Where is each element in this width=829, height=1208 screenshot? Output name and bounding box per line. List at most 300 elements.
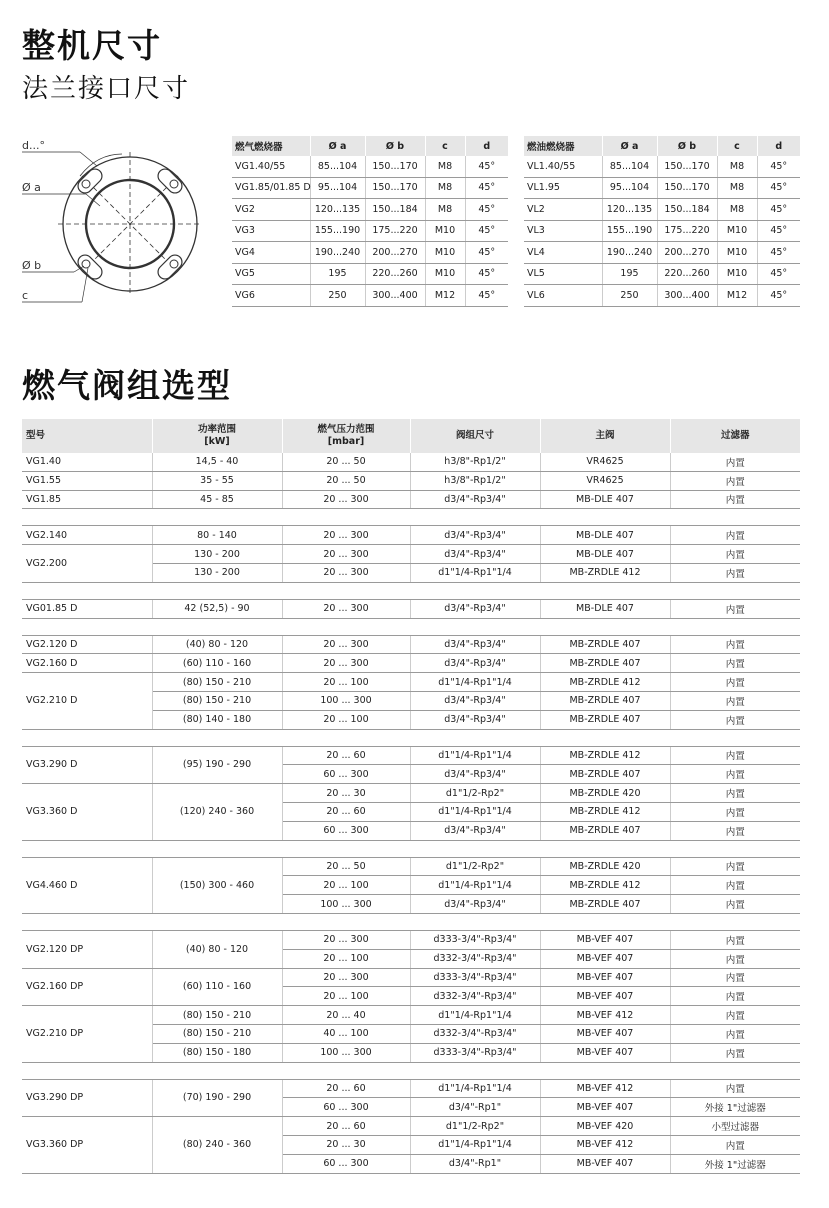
separator-cell bbox=[22, 618, 800, 635]
filter-cell: 内置 bbox=[670, 599, 800, 618]
table-cell: M8 bbox=[425, 156, 465, 177]
valve-size-cell: d1"1/2-Rp2" bbox=[410, 1117, 540, 1136]
table-cell: 45° bbox=[465, 285, 508, 307]
diagram-label-d: d...° bbox=[22, 139, 45, 152]
filter-cell: 内置 bbox=[670, 821, 800, 840]
table-cell: M8 bbox=[717, 177, 757, 199]
filter-cell: 外接 1"过滤器 bbox=[670, 1098, 800, 1117]
table-row bbox=[22, 857, 800, 876]
power-cell: 130 - 200 bbox=[152, 563, 282, 582]
table-cell: 95...104 bbox=[310, 177, 365, 199]
valve-size-cell: d1"1/4-Rp1"1/4 bbox=[410, 876, 540, 895]
table-cell: 85...104 bbox=[310, 156, 365, 177]
filter-cell: 内置 bbox=[670, 1006, 800, 1025]
model-cell: VG2.120 DP bbox=[22, 930, 152, 968]
pressure-cell: 20 ... 30 bbox=[282, 1135, 410, 1154]
table-row bbox=[232, 156, 508, 177]
filter-cell: 内置 bbox=[670, 1024, 800, 1043]
table-cell: M10 bbox=[425, 220, 465, 242]
table-row bbox=[22, 471, 800, 490]
valve-size-cell: d1"1/4-Rp1"1/4 bbox=[410, 1006, 540, 1025]
valve-size-cell: d332-3/4"-Rp3/4" bbox=[410, 949, 540, 968]
table-cell: VG4 bbox=[232, 242, 310, 264]
main-valve-cell: MB-VEF 420 bbox=[540, 1117, 670, 1136]
col-header: Ø b bbox=[657, 136, 717, 156]
valve-size-cell: d3/4"-Rp3/4" bbox=[410, 545, 540, 564]
main-valve-cell: MB-VEF 407 bbox=[540, 930, 670, 949]
filter-cell: 内置 bbox=[670, 784, 800, 803]
pressure-cell: 20 ... 100 bbox=[282, 876, 410, 895]
pressure-cell: 100 ... 300 bbox=[282, 895, 410, 914]
pressure-cell: 20 ... 300 bbox=[282, 599, 410, 618]
model-cell: VG01.85 D bbox=[22, 599, 152, 618]
valve-size-cell: d1"1/4-Rp1"1/4 bbox=[410, 1135, 540, 1154]
diagram-label-b: Ø b bbox=[22, 259, 42, 272]
table-cell: M12 bbox=[717, 285, 757, 307]
filter-cell: 内置 bbox=[670, 1079, 800, 1098]
table-row bbox=[524, 199, 800, 221]
main-valve-cell: MB-ZRDLE 407 bbox=[540, 821, 670, 840]
table-cell: VL3 bbox=[524, 220, 602, 242]
main-valve-cell: MB-ZRDLE 412 bbox=[540, 746, 670, 765]
main-valve-cell: MB-DLE 407 bbox=[540, 490, 670, 509]
table-cell: M8 bbox=[425, 199, 465, 221]
table-cell: 45° bbox=[465, 177, 508, 199]
table-cell: 150...170 bbox=[657, 177, 717, 199]
filter-cell: 外接 1"过滤器 bbox=[670, 1154, 800, 1173]
table-cell: M8 bbox=[717, 156, 757, 177]
separator-cell bbox=[22, 913, 800, 930]
valve-size-cell: d3/4"-Rp3/4" bbox=[410, 710, 540, 729]
model-cell: VG2.160 D bbox=[22, 654, 152, 673]
table-cell: 85...104 bbox=[602, 156, 657, 177]
power-cell: 35 - 55 bbox=[152, 471, 282, 490]
table-cell: 45° bbox=[465, 156, 508, 177]
pressure-cell: 20 ... 300 bbox=[282, 968, 410, 987]
main-valve-cell: MB-ZRDLE 407 bbox=[540, 654, 670, 673]
table-cell: VG1.85/01.85 D bbox=[232, 177, 310, 199]
col-header-model: 型号 bbox=[22, 419, 152, 453]
model-cell: VG1.40 bbox=[22, 453, 152, 471]
table-cell: 195 bbox=[310, 263, 365, 285]
filter-cell: 内置 bbox=[670, 526, 800, 545]
table-cell: 150...184 bbox=[365, 199, 425, 221]
table-row bbox=[232, 263, 508, 285]
model-cell: VG2.210 D bbox=[22, 673, 152, 729]
main-valve-cell: MB-ZRDLE 407 bbox=[540, 710, 670, 729]
valve-size-cell: h3/8"-Rp1/2" bbox=[410, 453, 540, 471]
filter-cell: 内置 bbox=[670, 968, 800, 987]
power-cell: 14,5 - 40 bbox=[152, 453, 282, 471]
table-cell: 95...104 bbox=[602, 177, 657, 199]
filter-cell: 内置 bbox=[670, 949, 800, 968]
power-cell: (80) 140 - 180 bbox=[152, 710, 282, 729]
group-separator bbox=[22, 618, 800, 635]
main-valve-cell: MB-ZRDLE 412 bbox=[540, 876, 670, 895]
model-cell: VG3.360 DP bbox=[22, 1117, 152, 1173]
power-cell: (80) 240 - 360 bbox=[152, 1117, 282, 1173]
table-row bbox=[524, 177, 800, 199]
main-valve-cell: VR4625 bbox=[540, 453, 670, 471]
valve-size-cell: d3/4"-Rp1" bbox=[410, 1098, 540, 1117]
valve-size-cell: d3/4"-Rp1" bbox=[410, 1154, 540, 1173]
model-cell: VG2.140 bbox=[22, 526, 152, 545]
table-cell: VG2 bbox=[232, 199, 310, 221]
separator-cell bbox=[22, 582, 800, 599]
filter-cell: 内置 bbox=[670, 471, 800, 490]
table-row bbox=[232, 285, 508, 307]
table-row bbox=[22, 784, 800, 803]
valve-size-cell: d3/4"-Rp3/4" bbox=[410, 635, 540, 654]
valve-size-cell: d1"1/4-Rp1"1/4 bbox=[410, 673, 540, 692]
pressure-cell: 20 ... 100 bbox=[282, 987, 410, 1006]
pressure-cell: 60 ... 300 bbox=[282, 1154, 410, 1173]
valve-size-cell: d3/4"-Rp3/4" bbox=[410, 526, 540, 545]
table-cell: 155...190 bbox=[602, 220, 657, 242]
group-separator bbox=[22, 840, 800, 857]
main-valve-cell: MB-VEF 407 bbox=[540, 987, 670, 1006]
table-row bbox=[22, 930, 800, 949]
power-cell: (80) 150 - 210 bbox=[152, 691, 282, 710]
col-header: d bbox=[465, 136, 508, 156]
model-cell: VG1.85 bbox=[22, 490, 152, 509]
filter-cell: 内置 bbox=[670, 1043, 800, 1062]
table-cell: VL1.40/55 bbox=[524, 156, 602, 177]
col-header: Ø a bbox=[310, 136, 365, 156]
model-cell: VG3.290 D bbox=[22, 746, 152, 784]
main-valve-cell: MB-ZRDLE 412 bbox=[540, 802, 670, 821]
table-cell: 220...260 bbox=[365, 263, 425, 285]
pressure-cell: 20 ... 60 bbox=[282, 746, 410, 765]
valve-size-cell: d1"1/4-Rp1"1/4 bbox=[410, 1079, 540, 1098]
table-cell: 45° bbox=[757, 263, 800, 285]
valve-size-cell: d1"1/4-Rp1"1/4 bbox=[410, 802, 540, 821]
flange-diagram bbox=[22, 136, 222, 306]
filter-cell: 内置 bbox=[670, 490, 800, 509]
model-cell: VG3.290 DP bbox=[22, 1079, 152, 1117]
col-header: c bbox=[425, 136, 465, 156]
col-header-main-valve: 主阀 bbox=[540, 419, 670, 453]
table-cell: 200...270 bbox=[365, 242, 425, 264]
table-cell: 150...170 bbox=[365, 156, 425, 177]
table-cell: 45° bbox=[757, 156, 800, 177]
group-separator bbox=[22, 509, 800, 526]
group-separator bbox=[22, 913, 800, 930]
power-cell: 130 - 200 bbox=[152, 545, 282, 564]
pressure-cell: 20 ... 300 bbox=[282, 654, 410, 673]
table-cell: 150...170 bbox=[657, 156, 717, 177]
pressure-cell: 20 ... 50 bbox=[282, 471, 410, 490]
filter-cell: 内置 bbox=[670, 453, 800, 471]
filter-cell: 内置 bbox=[670, 563, 800, 582]
col-header-pressure: 燃气压力范围 [mbar] bbox=[282, 419, 410, 453]
pressure-cell: 40 ... 100 bbox=[282, 1024, 410, 1043]
col-header: c bbox=[717, 136, 757, 156]
col-header: 燃油燃烧器 bbox=[524, 136, 602, 156]
model-cell: VG2.160 DP bbox=[22, 968, 152, 1006]
filter-cell: 内置 bbox=[670, 746, 800, 765]
main-valve-cell: MB-ZRDLE 420 bbox=[540, 857, 670, 876]
table-cell: 300...400 bbox=[365, 285, 425, 307]
pressure-cell: 60 ... 300 bbox=[282, 1098, 410, 1117]
table-row bbox=[524, 285, 800, 307]
table-row bbox=[22, 490, 800, 509]
main-valve-cell: MB-VEF 407 bbox=[540, 968, 670, 987]
main-valve-cell: MB-VEF 412 bbox=[540, 1079, 670, 1098]
col-header: Ø a bbox=[602, 136, 657, 156]
main-valve-cell: MB-VEF 407 bbox=[540, 1154, 670, 1173]
power-cell: (80) 150 - 180 bbox=[152, 1043, 282, 1062]
col-header: d bbox=[757, 136, 800, 156]
power-cell: (60) 110 - 160 bbox=[152, 968, 282, 1006]
filter-cell: 内置 bbox=[670, 654, 800, 673]
gas-valve-selection-table bbox=[22, 419, 800, 1174]
table-cell: VG5 bbox=[232, 263, 310, 285]
table-row bbox=[232, 177, 508, 199]
pressure-cell: 60 ... 300 bbox=[282, 821, 410, 840]
pressure-cell: 20 ... 300 bbox=[282, 490, 410, 509]
power-cell: (150) 300 - 460 bbox=[152, 857, 282, 913]
group-separator bbox=[22, 729, 800, 746]
filter-cell: 内置 bbox=[670, 930, 800, 949]
main-valve-cell: MB-ZRDLE 407 bbox=[540, 691, 670, 710]
power-cell: 80 - 140 bbox=[152, 526, 282, 545]
table-cell: 45° bbox=[465, 263, 508, 285]
pressure-cell: 20 ... 300 bbox=[282, 635, 410, 654]
pressure-cell: 100 ... 300 bbox=[282, 1043, 410, 1062]
table-row bbox=[22, 453, 800, 471]
main-valve-cell: MB-VEF 407 bbox=[540, 949, 670, 968]
table-header-row bbox=[232, 136, 508, 156]
filter-cell: 内置 bbox=[670, 691, 800, 710]
model-cell: VG3.360 D bbox=[22, 784, 152, 840]
filter-cell: 内置 bbox=[670, 987, 800, 1006]
valve-size-cell: d3/4"-Rp3/4" bbox=[410, 765, 540, 784]
table-cell: 45° bbox=[465, 220, 508, 242]
filter-cell: 内置 bbox=[670, 857, 800, 876]
valve-size-cell: d3/4"-Rp3/4" bbox=[410, 654, 540, 673]
main-valve-cell: MB-ZRDLE 407 bbox=[540, 635, 670, 654]
model-cell: VG4.460 D bbox=[22, 857, 152, 913]
table-row bbox=[232, 242, 508, 264]
table-cell: M8 bbox=[717, 199, 757, 221]
pressure-cell: 20 ... 60 bbox=[282, 1079, 410, 1098]
valve-size-cell: h3/8"-Rp1/2" bbox=[410, 471, 540, 490]
table-cell: 220...260 bbox=[657, 263, 717, 285]
table-row bbox=[22, 545, 800, 564]
power-cell: (120) 240 - 360 bbox=[152, 784, 282, 840]
filter-cell: 内置 bbox=[670, 876, 800, 895]
table-cell: M10 bbox=[425, 242, 465, 264]
pressure-cell: 20 ... 50 bbox=[282, 857, 410, 876]
main-valve-cell: MB-ZRDLE 407 bbox=[540, 765, 670, 784]
table-cell: M8 bbox=[425, 177, 465, 199]
table-cell: 190...240 bbox=[310, 242, 365, 264]
pressure-cell: 20 ... 300 bbox=[282, 930, 410, 949]
table-row bbox=[22, 526, 800, 545]
table-cell: 45° bbox=[757, 199, 800, 221]
table-cell: VG1.40/55 bbox=[232, 156, 310, 177]
table-cell: 45° bbox=[757, 220, 800, 242]
pressure-cell: 20 ... 100 bbox=[282, 673, 410, 692]
table-row bbox=[22, 746, 800, 765]
power-cell: (40) 80 - 120 bbox=[152, 930, 282, 968]
pressure-cell: 20 ... 100 bbox=[282, 949, 410, 968]
table-cell: 45° bbox=[465, 242, 508, 264]
main-valve-cell: MB-VEF 407 bbox=[540, 1098, 670, 1117]
valve-size-cell: d1"1/2-Rp2" bbox=[410, 857, 540, 876]
table-cell: 195 bbox=[602, 263, 657, 285]
col-header: Ø b bbox=[365, 136, 425, 156]
model-cell: VG2.210 DP bbox=[22, 1006, 152, 1062]
table-cell: 200...270 bbox=[657, 242, 717, 264]
valve-size-cell: d1"1/4-Rp1"1/4 bbox=[410, 563, 540, 582]
table-cell: 190...240 bbox=[602, 242, 657, 264]
power-cell: (40) 80 - 120 bbox=[152, 635, 282, 654]
group-separator bbox=[22, 582, 800, 599]
filter-cell: 内置 bbox=[670, 895, 800, 914]
model-cell: VG2.120 D bbox=[22, 635, 152, 654]
table-header-row bbox=[524, 136, 800, 156]
table-cell: 155...190 bbox=[310, 220, 365, 242]
table-row bbox=[22, 673, 800, 692]
main-valve-cell: MB-VEF 407 bbox=[540, 1024, 670, 1043]
valve-size-cell: d332-3/4"-Rp3/4" bbox=[410, 1024, 540, 1043]
main-valve-cell: MB-VEF 407 bbox=[540, 1043, 670, 1062]
diagram-label-a: Ø a bbox=[22, 181, 41, 194]
table-cell: M10 bbox=[717, 220, 757, 242]
col-header-valve-size: 阀组尺寸 bbox=[410, 419, 540, 453]
table-cell: VL6 bbox=[524, 285, 602, 307]
table-cell: M10 bbox=[717, 242, 757, 264]
main-valve-cell: MB-DLE 407 bbox=[540, 599, 670, 618]
gas-flange-table bbox=[232, 136, 508, 307]
main-valve-cell: MB-DLE 407 bbox=[540, 545, 670, 564]
filter-cell: 内置 bbox=[670, 802, 800, 821]
separator-cell bbox=[22, 729, 800, 746]
table-row bbox=[524, 263, 800, 285]
table-cell: 250 bbox=[310, 285, 365, 307]
main-valve-cell: MB-VEF 412 bbox=[540, 1135, 670, 1154]
valve-size-cell: d3/4"-Rp3/4" bbox=[410, 691, 540, 710]
main-valve-cell: MB-ZRDLE 412 bbox=[540, 673, 670, 692]
valve-size-cell: d3/4"-Rp3/4" bbox=[410, 490, 540, 509]
table-row bbox=[22, 599, 800, 618]
main-valve-cell: MB-DLE 407 bbox=[540, 526, 670, 545]
table-row bbox=[22, 968, 800, 987]
filter-cell: 内置 bbox=[670, 545, 800, 564]
power-cell: (80) 150 - 210 bbox=[152, 673, 282, 692]
filter-cell: 内置 bbox=[670, 710, 800, 729]
pressure-cell: 20 ... 300 bbox=[282, 563, 410, 582]
pressure-cell: 20 ... 50 bbox=[282, 453, 410, 471]
power-cell: (80) 150 - 210 bbox=[152, 1006, 282, 1025]
group-separator bbox=[22, 1062, 800, 1079]
table-row bbox=[524, 242, 800, 264]
pressure-cell: 60 ... 300 bbox=[282, 765, 410, 784]
table-cell: 250 bbox=[602, 285, 657, 307]
power-cell: (70) 190 - 290 bbox=[152, 1079, 282, 1117]
main-valve-cell: MB-VEF 412 bbox=[540, 1006, 670, 1025]
table-cell: M10 bbox=[717, 263, 757, 285]
table-cell: 175...220 bbox=[657, 220, 717, 242]
table-cell: VL5 bbox=[524, 263, 602, 285]
table-cell: VL1.95 bbox=[524, 177, 602, 199]
table-cell: 120...135 bbox=[602, 199, 657, 221]
valve-size-cell: d333-3/4"-Rp3/4" bbox=[410, 968, 540, 987]
table-cell: 45° bbox=[465, 199, 508, 221]
power-cell: (60) 110 - 160 bbox=[152, 654, 282, 673]
valve-size-cell: d332-3/4"-Rp3/4" bbox=[410, 987, 540, 1006]
table-row bbox=[232, 199, 508, 221]
table-cell: 150...184 bbox=[657, 199, 717, 221]
model-cell: VG2.200 bbox=[22, 545, 152, 583]
pressure-cell: 20 ... 300 bbox=[282, 526, 410, 545]
power-cell: (95) 190 - 290 bbox=[152, 746, 282, 784]
model-cell: VG1.55 bbox=[22, 471, 152, 490]
table-cell: VG6 bbox=[232, 285, 310, 307]
filter-cell: 内置 bbox=[670, 673, 800, 692]
valve-size-cell: d3/4"-Rp3/4" bbox=[410, 821, 540, 840]
table-cell: VL2 bbox=[524, 199, 602, 221]
valve-size-cell: d3/4"-Rp3/4" bbox=[410, 599, 540, 618]
main-valve-cell: VR4625 bbox=[540, 471, 670, 490]
power-cell: 42 (52,5) - 90 bbox=[152, 599, 282, 618]
filter-cell: 内置 bbox=[670, 635, 800, 654]
separator-cell bbox=[22, 840, 800, 857]
page-title: 整机尺寸 bbox=[22, 26, 162, 65]
separator-cell bbox=[22, 509, 800, 526]
pressure-cell: 20 ... 100 bbox=[282, 710, 410, 729]
pressure-cell: 20 ... 300 bbox=[282, 545, 410, 564]
pressure-cell: 20 ... 60 bbox=[282, 1117, 410, 1136]
pressure-cell: 20 ... 60 bbox=[282, 802, 410, 821]
valve-size-cell: d3/4"-Rp3/4" bbox=[410, 895, 540, 914]
table-cell: M12 bbox=[425, 285, 465, 307]
filter-cell: 内置 bbox=[670, 1135, 800, 1154]
table-cell: 120...135 bbox=[310, 199, 365, 221]
page-subtitle: 法兰接口尺寸 bbox=[22, 74, 191, 104]
table-row bbox=[22, 1117, 800, 1136]
table-row bbox=[22, 1079, 800, 1098]
table-cell: 45° bbox=[757, 242, 800, 264]
table-row bbox=[232, 220, 508, 242]
main-valve-cell: MB-ZRDLE 420 bbox=[540, 784, 670, 803]
table-cell: M10 bbox=[425, 263, 465, 285]
main-valve-cell: MB-ZRDLE 412 bbox=[540, 563, 670, 582]
col-header-filter: 过滤器 bbox=[670, 419, 800, 453]
main-valve-cell: MB-ZRDLE 407 bbox=[540, 895, 670, 914]
table-row bbox=[524, 156, 800, 177]
filter-cell: 小型过滤器 bbox=[670, 1117, 800, 1136]
table-row bbox=[524, 220, 800, 242]
table-cell: VG3 bbox=[232, 220, 310, 242]
table-cell: 45° bbox=[757, 177, 800, 199]
table-cell: 45° bbox=[757, 285, 800, 307]
col-header: 燃气燃烧器 bbox=[232, 136, 310, 156]
table-row bbox=[22, 1006, 800, 1025]
filter-cell: 内置 bbox=[670, 765, 800, 784]
valve-size-cell: d333-3/4"-Rp3/4" bbox=[410, 1043, 540, 1062]
pressure-cell: 20 ... 40 bbox=[282, 1006, 410, 1025]
section-title: 燃气阀组选型 bbox=[22, 366, 232, 405]
diagram-label-c: c bbox=[22, 289, 29, 302]
table-row bbox=[22, 654, 800, 673]
valve-size-cell: d333-3/4"-Rp3/4" bbox=[410, 930, 540, 949]
oil-flange-table bbox=[524, 136, 800, 307]
pressure-cell: 100 ... 300 bbox=[282, 691, 410, 710]
table-cell: 175...220 bbox=[365, 220, 425, 242]
